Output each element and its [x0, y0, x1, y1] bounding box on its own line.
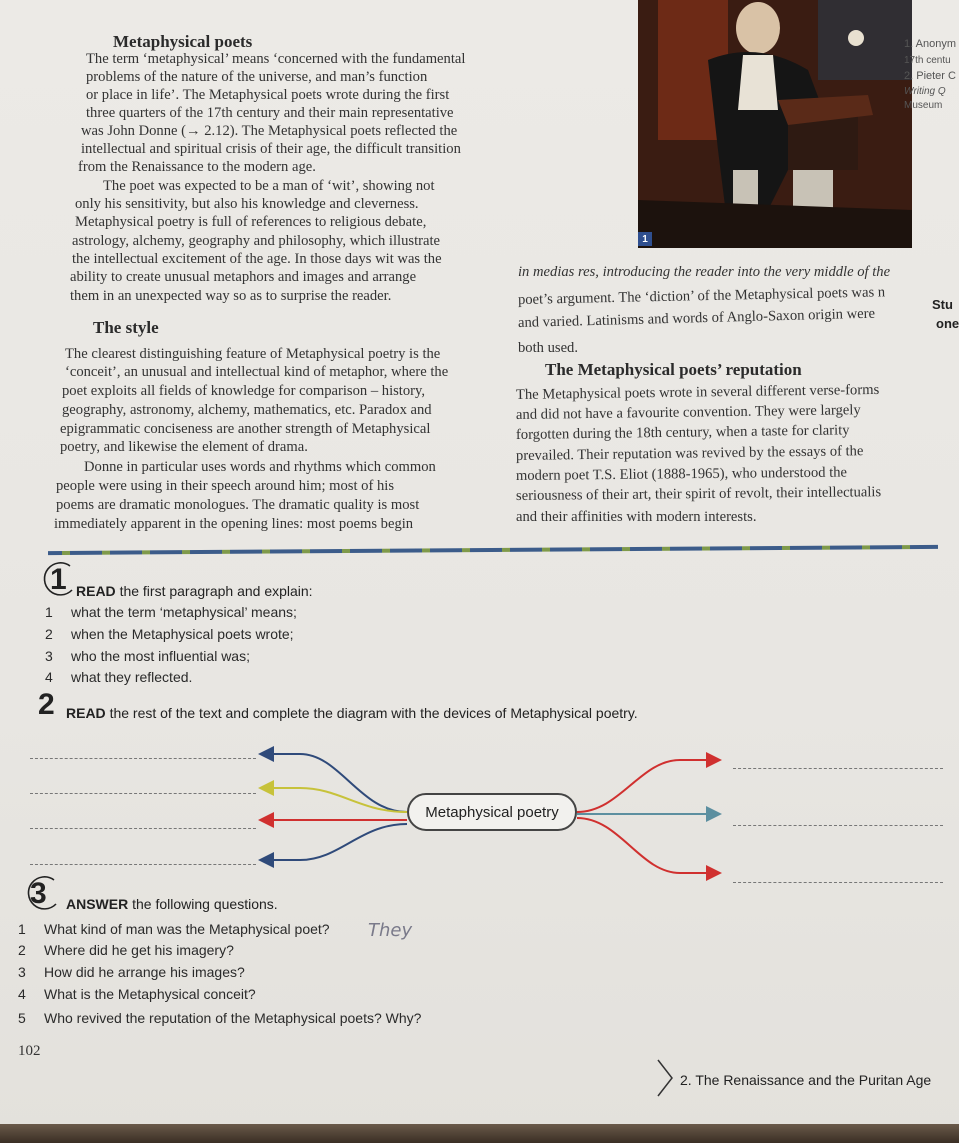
- text-line: poetry, and likewise the element of drama.: [60, 439, 308, 455]
- text-line: only his sensitivity, but also his knowledge and cleverness.: [75, 196, 419, 212]
- text-line: and their affinities with modern interests.: [516, 509, 757, 525]
- exercise-3-verb: ANSWER: [66, 896, 129, 912]
- text-line: astrology, alchemy, geography and philosophy, which illustrate: [72, 233, 440, 249]
- text-line: The Metaphysical poets wrote in several different verse-forms: [515, 381, 880, 403]
- arrow-right-1: [577, 760, 718, 812]
- diagram-answer-line[interactable]: [733, 768, 943, 769]
- exercise-1-circle: [36, 560, 76, 600]
- diagram-answer-line[interactable]: [30, 828, 256, 829]
- text-line: and did not have a favourite convention. They were largely: [515, 402, 861, 423]
- text-line: problems of the nature of the universe, and man’s function: [86, 69, 428, 85]
- diagram-answer-line[interactable]: [30, 793, 256, 794]
- arrow-right-3: [577, 818, 718, 873]
- text-line: ‘conceit’, an unusual and intellectual kind of metaphor, where the: [65, 364, 449, 380]
- portrait-painting: [638, 0, 912, 248]
- exercise-1-item: 1 what the term ‘metaphysical’ means;: [45, 604, 297, 620]
- caption-line: Writing Q: [904, 86, 946, 97]
- text-line: in medias res, introducing the reader into the very middle of the: [518, 264, 891, 280]
- section-title-style: The style: [93, 318, 159, 337]
- text-line: and varied. Latinisms and words of Anglo-Saxon origin were: [517, 305, 876, 331]
- text-line: The poet was expected to be a man of ‘wit’, showing not: [103, 178, 435, 194]
- text-line: or place in life’. The Metaphysical poets wrote during the first: [86, 87, 450, 103]
- text-line: modern poet T.S. Eliot (1888-1965), who understood the: [515, 464, 848, 484]
- text-line: epigrammatic conciseness are another strength of Metaphysical: [60, 421, 431, 437]
- text-line: forgotten during the 18th century, when a taste for clarity: [515, 422, 850, 443]
- section-title-metaphysical-poets: Metaphysical poets: [113, 32, 253, 51]
- text-line: The clearest distinguishing feature of Metaphysical poetry is the: [65, 346, 441, 362]
- exercise-1-verb: READ: [76, 583, 116, 599]
- text-line: seriousness of their art, their spirit of revolt, their intellectualis: [515, 484, 882, 504]
- page-number: 102: [18, 1043, 41, 1059]
- text-line: Donne in particular uses words and rhythms which common: [84, 459, 436, 475]
- painting-illustration: [638, 0, 912, 248]
- caption-line: 2. Pieter C: [904, 70, 956, 82]
- chapter-footer: 2. The Renaissance and the Puritan Age: [680, 1072, 932, 1088]
- section-divider: [48, 545, 938, 555]
- diagram-answer-line[interactable]: [733, 882, 943, 883]
- text-line: intellectual and spiritual crisis of their age, the difficult transition: [81, 141, 461, 157]
- exercise-1-number: 1: [50, 563, 67, 596]
- exercise-3-item: 1 What kind of man was the Metaphysical poet?: [18, 921, 330, 937]
- exercise-2-instruction: [66, 705, 638, 721]
- caption-line: 1. Anonym: [904, 38, 956, 50]
- arrow-left-4: [262, 824, 407, 860]
- text-line: poems are dramatic monologues. The dramatic quality is most: [56, 497, 420, 513]
- text-line: ability to create unusual metaphors and images and arrange: [70, 269, 417, 285]
- caption-line: Museum: [904, 100, 943, 111]
- text-line: three quarters of the 17th century and their main representative: [86, 105, 454, 121]
- text-line: Metaphysical poetry is full of references to religious debate,: [75, 214, 427, 230]
- diagram-answer-line[interactable]: [30, 864, 256, 865]
- handwritten-note: They: [368, 920, 413, 941]
- side-note: one: [936, 316, 959, 331]
- text-line: immediately apparent in the opening lines: most poems begin: [54, 516, 414, 532]
- exercise-1-item: 2 when the Metaphysical poets wrote;: [45, 626, 294, 642]
- chevron-right-icon: [656, 1058, 676, 1098]
- exercise-3-item: 5 Who revived the reputation of the Metaphysical poets? Why?: [18, 1010, 422, 1026]
- arrow-left-1: [262, 754, 407, 812]
- text-line: poet’s argument. The ‘diction’ of the Metaphysical poets was n: [517, 284, 886, 308]
- text-line: both used.: [518, 340, 578, 356]
- exercise-3-number: 3: [30, 877, 47, 910]
- exercise-1-instruction: [76, 583, 313, 599]
- text-line: the intellectual excitement of the age. In those days wit was the: [72, 251, 442, 267]
- diagram-center-node: Metaphysical poetry: [407, 793, 577, 831]
- text-line: was John Donne (→ 2.12). The Metaphysical poets reflected the: [81, 123, 458, 139]
- text-line: people were using in their speech around him; most of his: [56, 478, 395, 494]
- text-line: geography, astronomy, alchemy, mathematics, etc. Paradox and: [62, 402, 432, 418]
- exercise-1-item: 4 what they reflected.: [45, 669, 193, 685]
- exercise-1-text: the first paragraph and explain:: [119, 583, 313, 599]
- exercise-2-verb: READ: [66, 705, 106, 721]
- diagram-answer-line[interactable]: [30, 758, 256, 759]
- text-line: The term ‘metaphysical’ means ‘concerned with the fundamental: [86, 51, 466, 67]
- diagram-answer-line[interactable]: [733, 825, 943, 826]
- exercise-3-item: 3 How did he arrange his images?: [18, 964, 245, 980]
- text-line: them in an unexpected way so as to surprise the reader.: [70, 288, 392, 304]
- exercise-3-item: 4 What is the Metaphysical conceit?: [18, 986, 256, 1002]
- section-title-reputation: The Metaphysical poets’ reputation: [545, 360, 802, 379]
- side-note: Stu: [932, 297, 953, 312]
- exercise-2-number: 2: [38, 688, 55, 721]
- exercise-3-item: 2 Where did he get his imagery?: [18, 942, 234, 958]
- exercise-2-text: the rest of the text and complete the diagram with the devices of Metaphysical poetry.: [109, 705, 638, 721]
- exercise-3-instruction: [66, 896, 278, 912]
- exercise-3-circle: [20, 874, 60, 914]
- caption-line: 17th centu: [904, 55, 951, 66]
- exercise-1-item: 3 who the most influential was;: [45, 648, 250, 664]
- text-line: prevailed. Their reputation was revived by the essays of the: [515, 443, 864, 464]
- text-line: poet exploits all fields of knowledge for comparison – history,: [62, 383, 426, 399]
- page-edge-shadow: [0, 1124, 959, 1143]
- exercise-3-text: the following questions.: [132, 896, 278, 912]
- text-line: from the Renaissance to the modern age.: [78, 159, 316, 175]
- figure-number-badge: 1: [638, 232, 652, 246]
